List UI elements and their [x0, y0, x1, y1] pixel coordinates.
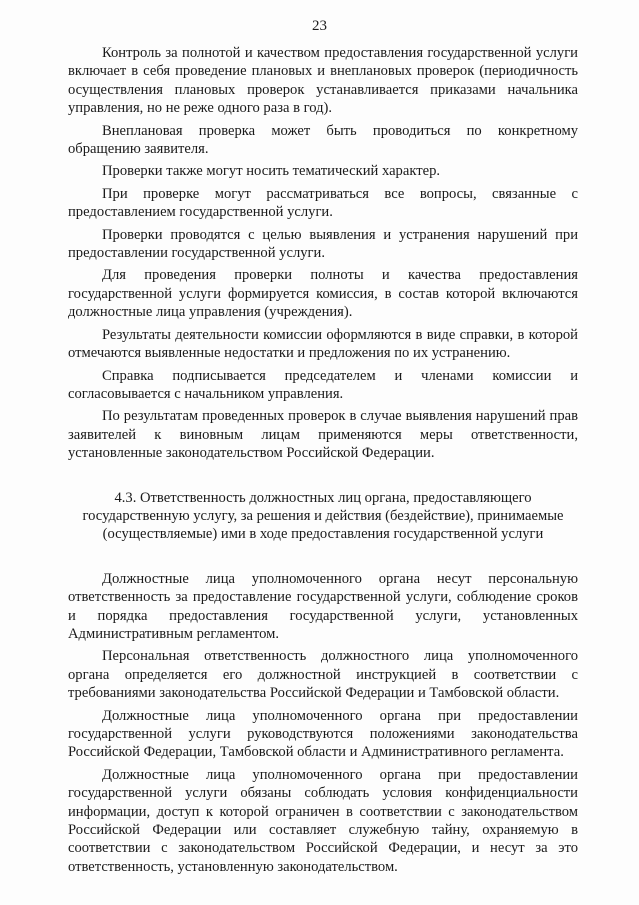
- paragraph-commission: Для проведения проверки полноты и качества предоставления государственной услуги формируется комиссия, в состав которой включаются должностные лица управления (учреждения).: [68, 267, 578, 321]
- paragraph-legislation: Должностные лица уполномоченного органа при предоставлении государственной услуги руководствуются положениями законодательства Российской Федерации, Тамбовской области и Административного регламента.: [68, 707, 578, 761]
- paragraph-check-purpose: Проверки проводятся с целью выявления и устранения нарушений при предоставлении государственной услуги.: [68, 226, 578, 262]
- paragraph-liability-measures: По результатам проведенных проверок в случае выявления нарушений прав заявителей к виновным лицам применяются меры ответственности, установленные законодательством Российской Федерации.: [68, 408, 578, 462]
- paragraph-unscheduled-check: Внеплановая проверка может быть проводиться по конкретному обращению заявителя.: [68, 122, 578, 158]
- section-heading: 4.3. Ответственность должностных лиц органа, предоставляющего государственную услугу, за решения и действия (бездействие), принимаемые (осуществляемые) ими в ходе предоставления государственной услуги: [82, 489, 564, 543]
- paragraph-personal-responsibility: Должностные лица уполномоченного органа несут персональную ответственность за предоставление государственной услуги, соблюдение сроков и порядка предоставления государственной услуги, установленных Административным регламентом.: [68, 570, 578, 642]
- paragraph-confidentiality: Должностные лица уполномоченного органа при предоставлении государственной услуги обязаны соблюдать условия конфиденциальности информации, доступ к которой ограничен в соответствии с законодательством Российской Федерации или составляет служебную тайну, охраняемую в соответствии с законодательством Российской Федерации, и несут за это ответственность, установленную законодательством.: [68, 766, 578, 875]
- paragraph-job-description: Персональная ответственность должностного лица уполномоченного органа определяется его должностной инструкцией в соответствии с требованиями законодательства Российской Федерации и Тамбовской области.: [68, 648, 578, 702]
- paragraph-check-questions: При проверке могут рассматриваться все вопросы, связанные с предоставлением государственной услуги.: [68, 185, 578, 221]
- paragraph-certificate: Справка подписывается председателем и членами комиссии и согласовывается с начальником управления.: [68, 367, 578, 402]
- paragraph-thematic: Проверки также могут носить тематический характер.: [102, 163, 441, 180]
- page-number: 23: [312, 18, 327, 34]
- document-body: [68, 44, 578, 876]
- paragraph-results: Результаты деятельности комиссии оформляются в виде справки, в которой отмечаются выявленные недостатки и предложения по их устранению.: [68, 326, 578, 362]
- paragraph-control: Контроль за полнотой и качеством предоставления государственной услуги включает в себя проведение плановых и внеплановых проверок (периодичность осуществления плановых проверок устанавливается приказами начальника управления, но не реже одного раза в год).: [68, 45, 578, 117]
